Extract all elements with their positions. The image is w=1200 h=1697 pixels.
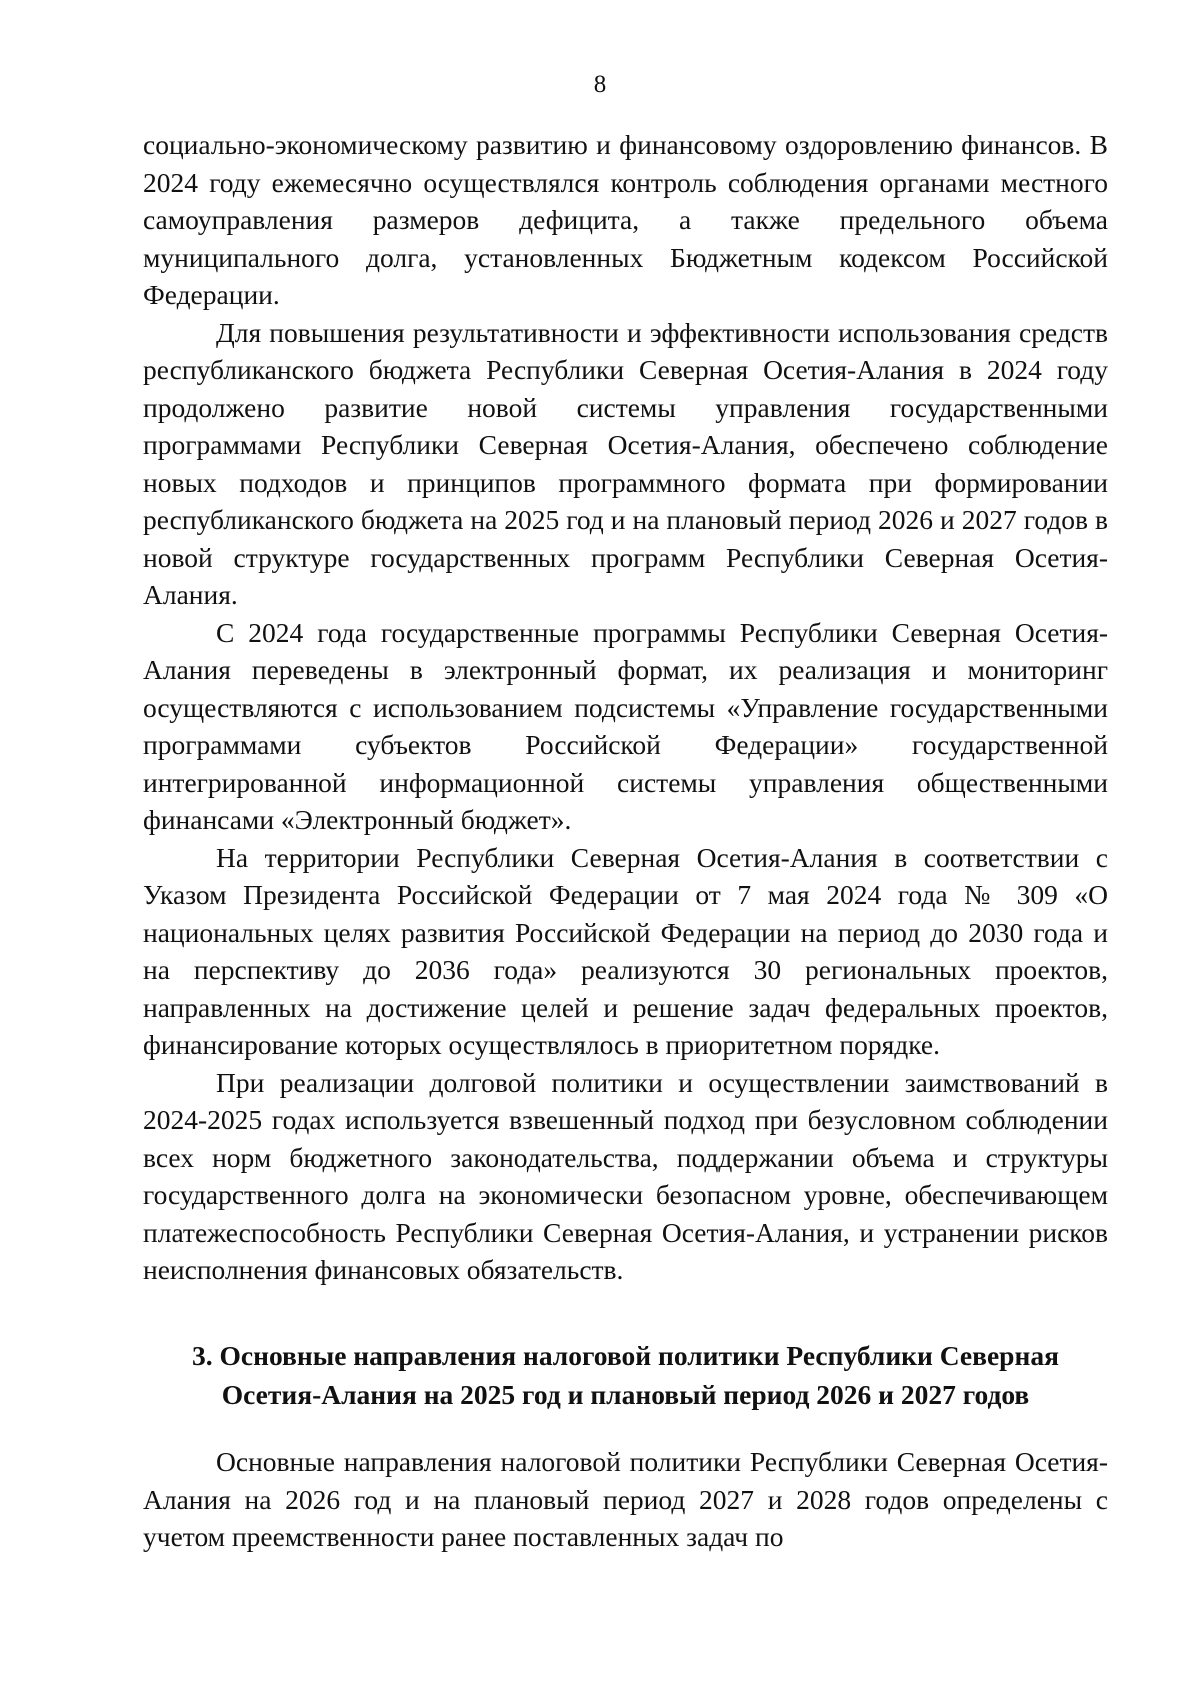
paragraph: Для повышения результативности и эффективности использования средств республиканского бюджета Республики Северная Осетия-Алания в 2024 году продолжено развитие новой системы управления государственными программами Республики Северная Осетия-Алания, обеспечено соблюдение новых подходов и принципов программного формата при формировании республиканского бюджета на 2025 год и на плановый период 2026 и 2027 годов в новой структуре государственных программ Республики Северная Осетия-Алания. xyxy=(143,316,1108,610)
page-number: 8 xyxy=(593,71,607,98)
section-body xyxy=(143,1443,1108,1556)
body-text xyxy=(143,126,1108,1289)
paragraph: При реализации долговой политики и осуществлении заимствований в 2024-2025 годах используется взвешенный подход при безусловном соблюдении всех норм бюджетного законодательства, поддержании объема и структуры государственного долга на экономически безопасном уровне, обеспечивающем платежеспособность Республики Северная Осетия-Алания, и устранении рисков неисполнения финансовых обязательств. xyxy=(143,1066,1108,1285)
section-heading: 3. Основные направления налоговой политики Республики Северная Осетия-Алания на 2025 год и плановый период 2026 и 2027 годов xyxy=(192,1340,1059,1410)
paragraph: На территории Республики Северная Осетия-Алания в соответствии с Указом Президента Российской Федерации от 7 мая 2024 года № 309 «О национальных целях развития Российской Федерации на период до 2030 года и на перспективу до 2036 года» реализуются 30 региональных проектов, направленных на достижение целей и решение задач федеральных проектов, финансирование которых осуществлялось в приоритетном порядке. xyxy=(143,841,1108,1060)
paragraph-continued: социально-экономическому развитию и финансовому оздоровлению финансов. В 2024 году ежемесячно осуществлялся контроль соблюдения органами местного самоуправления размеров дефицита, а также предельного объема муниципального долга, установленных Бюджетным кодексом Российской Федерации. xyxy=(143,129,1108,310)
paragraph: С 2024 года государственные программы Республики Северная Осетия-Алания переведены в электронный формат, их реализация и мониторинг осуществляются с использованием подсистемы «Управление государственными программами субъектов Российской Федерации» государственной интегрированной информационной системы управления общественными финансами «Электронный бюджет». xyxy=(143,616,1108,835)
section-paragraph: Основные направления налоговой политики Республики Северная Осетия-Алания на 2026 год и на плановый период 2027 и 2028 годов определены с учетом преемственности ранее поставленных задач по xyxy=(143,1446,1108,1552)
